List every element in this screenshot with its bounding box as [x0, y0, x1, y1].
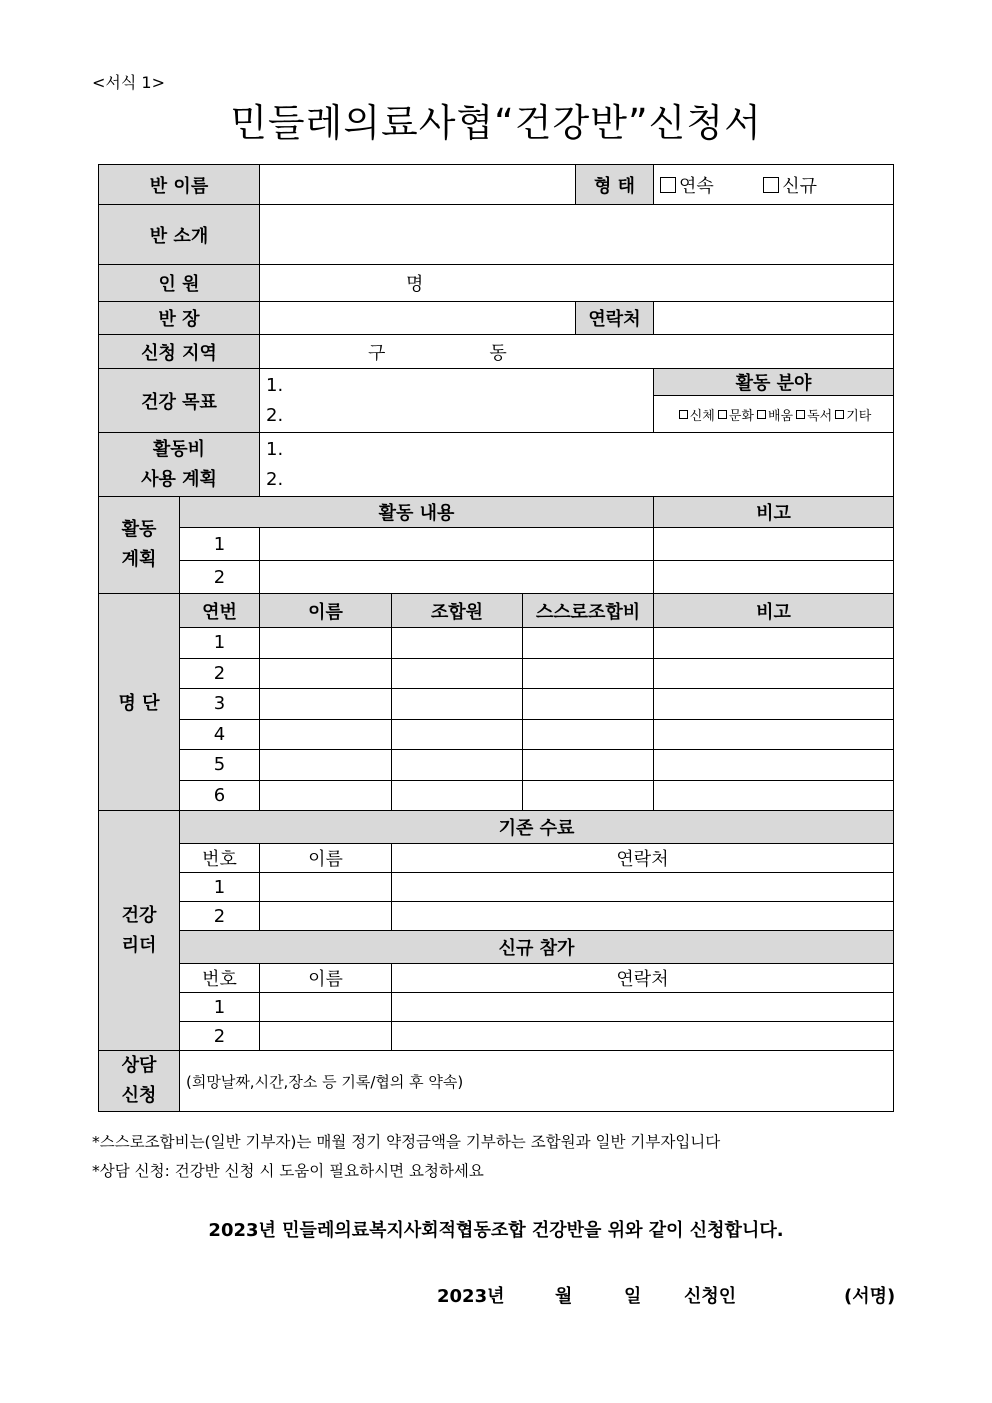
roster-member-input[interactable]	[392, 780, 523, 811]
new-row-number: 2	[180, 1022, 260, 1051]
existing-header-no: 번호	[180, 844, 260, 873]
roster-header-member: 조합원	[392, 594, 523, 628]
roster-row-number: 2	[180, 658, 260, 689]
members-count-label: 인 원	[99, 265, 260, 302]
checkbox-icon[interactable]	[796, 410, 805, 419]
intro-input[interactable]	[260, 205, 894, 265]
field-options	[654, 396, 894, 433]
roster-name-input[interactable]	[260, 780, 392, 811]
existing-name-input[interactable]	[260, 902, 392, 931]
checkbox-icon[interactable]	[835, 410, 844, 419]
existing-contact-input[interactable]	[392, 873, 894, 902]
leader-row	[99, 302, 894, 335]
roster-header-name: 이름	[260, 594, 392, 628]
roster-member-input[interactable]	[392, 689, 523, 720]
roster-note-input[interactable]	[654, 658, 894, 689]
checkbox-icon[interactable]	[679, 410, 688, 419]
roster-header-no: 연번	[180, 594, 260, 628]
goal-line-2: 2.	[266, 404, 284, 426]
activity-note-header: 비고	[654, 497, 894, 528]
page-title: 민들레의료사협“건강반”신청서	[230, 101, 762, 145]
new-col-header-row	[99, 964, 894, 993]
region-label: 신청 지역	[99, 335, 260, 369]
class-name-row	[99, 165, 894, 205]
sign-month: 월	[555, 1286, 573, 1307]
roster-note-input[interactable]	[654, 689, 894, 720]
intro-label: 반 소개	[99, 205, 260, 265]
members-count-row	[99, 265, 894, 302]
consultation-hint: (희망날짜,시간,장소 등 기록/협의 후 약속)	[186, 1072, 464, 1091]
existing-header-contact: 연락처	[392, 844, 894, 873]
existing-row-number: 1	[180, 873, 260, 902]
roster-name-input[interactable]	[260, 689, 392, 720]
new-leader-row	[99, 993, 894, 1022]
budget-label: 활동비 사용 계획	[99, 433, 260, 497]
roster-note-input[interactable]	[654, 628, 894, 659]
roster-row	[99, 658, 894, 689]
goal-input[interactable]	[260, 369, 654, 433]
roster-member-input[interactable]	[392, 628, 523, 659]
sign-day: 일	[624, 1286, 642, 1307]
declaration: 2023년 민들레의료복지사회적협동조합 건강반을 위와 같이 신청합니다.	[208, 1220, 784, 1241]
goal-line-1: 1.	[266, 374, 284, 396]
applicant-label: 신청인	[684, 1286, 737, 1307]
region-row	[99, 335, 894, 369]
activity-content-header: 활동 내용	[180, 497, 654, 528]
new-row-number: 1	[180, 993, 260, 1022]
new-name-input[interactable]	[260, 1022, 392, 1051]
roster-note-input[interactable]	[654, 719, 894, 750]
type-option-continuous[interactable]: 연속	[660, 176, 714, 197]
activity-note-input[interactable]	[654, 561, 894, 594]
goal-label: 건강 목표	[99, 369, 260, 433]
activity-plan-row	[99, 561, 894, 594]
class-name-label: 반 이름	[99, 165, 260, 205]
type-label: 형 태	[576, 165, 654, 205]
members-count-input[interactable]	[260, 265, 894, 302]
application-form-table	[98, 164, 894, 1112]
activity-plan-header-row	[99, 497, 894, 528]
signature-field[interactable]: (서명)	[844, 1286, 896, 1307]
consultation-row	[99, 1051, 894, 1112]
contact-label: 연락처	[576, 302, 654, 335]
new-leader-row	[99, 1022, 894, 1051]
roster-fee-input[interactable]	[523, 628, 654, 659]
existing-header-name: 이름	[260, 844, 392, 873]
roster-name-input[interactable]	[260, 750, 392, 781]
type-options	[654, 165, 894, 205]
roster-note-input[interactable]	[654, 780, 894, 811]
roster-header-fee: 스스로조합비	[523, 594, 654, 628]
intro-row	[99, 205, 894, 265]
class-name-input[interactable]	[260, 165, 576, 205]
roster-member-input[interactable]	[392, 658, 523, 689]
existing-col-header-row	[99, 844, 894, 873]
new-header-contact: 연락처	[392, 964, 894, 993]
roster-fee-input[interactable]	[523, 780, 654, 811]
activity-plan-label: 활동 계획	[99, 497, 180, 594]
roster-row-number: 5	[180, 750, 260, 781]
existing-row-number: 2	[180, 902, 260, 931]
roster-row-number: 1	[180, 628, 260, 659]
health-leader-label: 건강 리더	[99, 811, 180, 1051]
roster-name-input[interactable]	[260, 628, 392, 659]
leader-new-header-row	[99, 931, 894, 964]
new-contact-input[interactable]	[392, 993, 894, 1022]
roster-row-number: 6	[180, 780, 260, 811]
sign-year: 2023년	[437, 1286, 505, 1307]
field-option[interactable]: 독서	[793, 409, 832, 424]
roster-fee-input[interactable]	[523, 658, 654, 689]
activity-note-input[interactable]	[654, 528, 894, 561]
checkbox-icon[interactable]	[718, 410, 727, 419]
existing-leader-row	[99, 902, 894, 931]
roster-name-input[interactable]	[260, 658, 392, 689]
roster-row	[99, 719, 894, 750]
goal-row	[99, 369, 894, 396]
roster-fee-input[interactable]	[523, 750, 654, 781]
existing-leader-row	[99, 873, 894, 902]
budget-line-1: 1.	[266, 438, 284, 460]
leader-existing-header-row	[99, 811, 894, 844]
budget-input[interactable]	[260, 433, 894, 497]
field-option[interactable]: 기타	[832, 409, 871, 424]
roster-row	[99, 750, 894, 781]
activity-plan-row	[99, 528, 894, 561]
region-dong: 동	[489, 342, 507, 364]
activity-content-input[interactable]	[260, 528, 654, 561]
field-option[interactable]: 배움	[754, 409, 793, 424]
region-input[interactable]	[260, 335, 894, 369]
activity-row-number: 2	[180, 561, 260, 594]
note-fee: *스스로조합비는(일반 기부자)는 매월 정기 약정금액을 기부하는 조합원과 일반 기부자입니다	[92, 1133, 721, 1151]
roster-row-number: 4	[180, 719, 260, 750]
roster-row-number: 3	[180, 689, 260, 720]
checkbox-icon[interactable]	[763, 177, 779, 193]
roster-fee-input[interactable]	[523, 689, 654, 720]
form-code: <서식 1>	[92, 73, 165, 92]
roster-member-input[interactable]	[392, 750, 523, 781]
field-option[interactable]: 문화	[715, 409, 754, 424]
region-gu: 구	[368, 342, 386, 364]
existing-contact-input[interactable]	[392, 902, 894, 931]
roster-note-input[interactable]	[654, 750, 894, 781]
roster-name-input[interactable]	[260, 719, 392, 750]
checkbox-icon[interactable]	[757, 410, 766, 419]
new-name-input[interactable]	[260, 993, 392, 1022]
roster-member-input[interactable]	[392, 719, 523, 750]
field-option[interactable]: 신체	[676, 409, 715, 424]
existing-name-input[interactable]	[260, 873, 392, 902]
contact-input[interactable]	[654, 302, 894, 335]
new-header-name: 이름	[260, 964, 392, 993]
roster-fee-input[interactable]	[523, 719, 654, 750]
budget-row	[99, 433, 894, 497]
existing-header: 기존 수료	[180, 811, 894, 844]
roster-row	[99, 780, 894, 811]
roster-header-note: 비고	[654, 594, 894, 628]
new-header: 신규 참가	[180, 931, 894, 964]
new-header-no: 번호	[180, 964, 260, 993]
consultation-label: 상담 신청	[99, 1051, 180, 1112]
checkbox-icon[interactable]	[660, 177, 676, 193]
roster-row	[99, 628, 894, 659]
notes	[92, 1128, 720, 1186]
leader-label: 반 장	[99, 302, 260, 335]
activity-row-number: 1	[180, 528, 260, 561]
roster-header-row	[99, 594, 894, 628]
roster-label: 명 단	[99, 594, 180, 811]
activity-content-input[interactable]	[260, 561, 654, 594]
note-consultation: *상담 신청: 건강반 신청 시 도움이 필요하시면 요청하세요	[92, 1162, 484, 1180]
members-count-unit: 명	[406, 274, 424, 295]
type-option-new[interactable]: 신규	[763, 176, 817, 197]
consultation-input[interactable]	[180, 1051, 894, 1112]
leader-input[interactable]	[260, 302, 576, 335]
budget-line-2: 2.	[266, 468, 284, 490]
roster-row	[99, 689, 894, 720]
new-contact-input[interactable]	[392, 1022, 894, 1051]
field-label: 활동 분야	[654, 369, 894, 396]
